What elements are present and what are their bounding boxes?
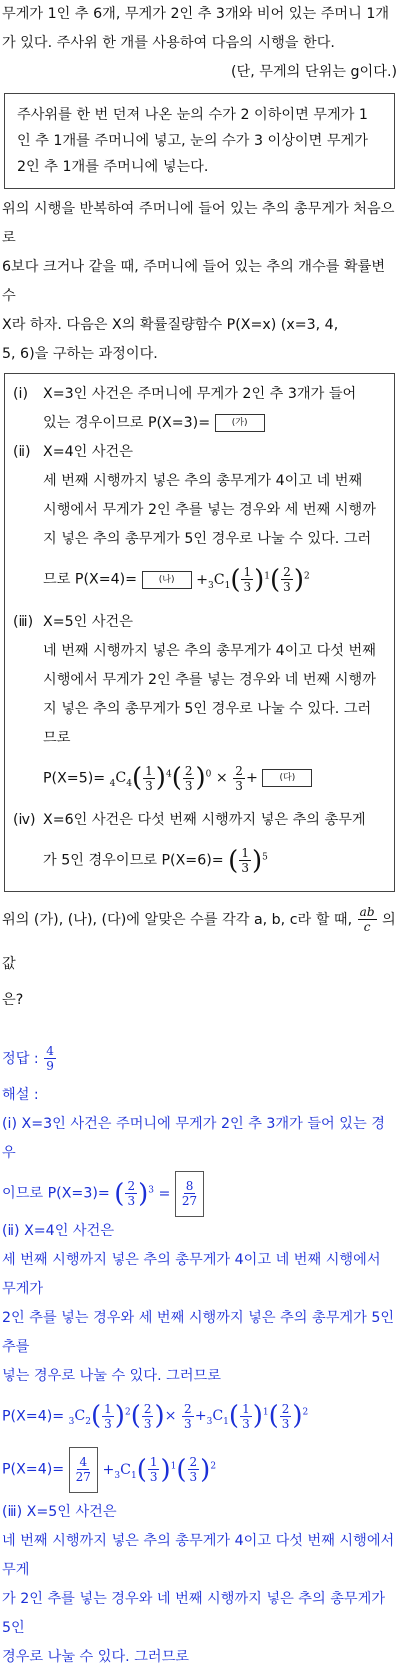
sol-i-answer-box (175, 1171, 204, 1217)
sol-ii-line-1: (ⅱ) X=4인 사건은 (2, 1222, 115, 1239)
sol-iii-line-3: 가 2인 추를 넣는 경우와 네 번째 시행까지 넣은 추의 총무게가 5인 (2, 1590, 386, 1636)
case-ii-line-2: 세 번째 시행까지 넣은 추의 총무게가 4이고 네 번째 (43, 473, 363, 489)
sol-i-formula: ( $\frac{2}{3}$ )$^3$ = (114, 1178, 175, 1209)
sol-ii-eq-1-text: P(X=4)= (2, 1408, 65, 1425)
case-iv-label: (ⅳ) (13, 812, 36, 829)
case-ii-line-3: 시행에서 무게가 2인 추를 넣는 경우와 세 번째 시행까 (43, 502, 376, 518)
question-line-2: 은? (2, 991, 24, 1008)
question-line-1 (2, 898, 397, 986)
blank-na: (나) (142, 571, 192, 589)
case-i-label: (ⅰ) (13, 386, 29, 402)
case-iii-formula: $_4C_4$( $\frac{1}{3}$ )$^4$( $\frac{2}{3}$ )$^0$ × $\frac{2}{3}$ + (109, 763, 258, 794)
sol-ii-eq-1-formula: $_3C_2$( $\frac{1}{3}$ )$^2$( $\frac{2}{3}$ )× $\frac{2}{3}$ $+_3C_1$( $\frac{1}{3}$ )$^1$( $\frac{2}{3}$ )$^2$ (68, 1401, 309, 1432)
answer-den: 9 (46, 1059, 54, 1074)
case-ii-equation (43, 554, 386, 608)
problem-line-3: X라 하자. 다음은 X의 확률질량함수 P(X=x) (x=3, 4, (2, 317, 339, 333)
sol-ii-eq-1 (2, 1391, 397, 1445)
answer-fraction (44, 1044, 56, 1073)
sol-iii-line-1: (ⅲ) X=5인 사건은 (2, 1503, 117, 1520)
case-iii-line-4: 지 넣은 추의 총무게가 5인 경우로 나눌 수 있다. 그러 (43, 700, 372, 717)
trial-box (4, 93, 395, 189)
blank-ga: (가) (215, 414, 265, 432)
case-iv-line-2: 가 5인 경우이므로 P(X=6)= (43, 852, 224, 869)
case-ii-line-1: X=4인 사건은 (43, 444, 133, 460)
sol-i-line-1: (ⅰ) X=3인 사건은 주머니에 무게가 2인 추 3개가 들어 있는 경우 (2, 1115, 385, 1161)
case-iv-equation (43, 835, 386, 883)
sol-ii-ans-den: 27 (75, 1470, 91, 1485)
case-iii-equation (43, 753, 386, 807)
case-iii-line-3: 시행에서 무게가 2인 추를 넣는 경우와 네 번째 시행까 (43, 671, 376, 688)
intro-line-2: 가 있다. 주사위 한 개를 사용하여 다음의 시행을 한다. (2, 35, 335, 51)
problem-line-2: 6보다 크거나 같을 때, 주머니에 들어 있는 추의 개수를 확률변수 (2, 259, 386, 304)
answer-line (2, 1037, 397, 1081)
case-ii (13, 438, 386, 467)
problem-line-4: 5, 6)을 구하는 과정이다. (2, 346, 158, 362)
case-ii-label: (ⅱ) (13, 444, 31, 460)
case-iv-line-1: X=6인 사건은 다섯 번째 시행까지 넣은 추의 총무게 (43, 812, 366, 829)
sol-ii-eq-2-text: P(X=4)= (2, 1461, 65, 1478)
case-iii-eq-text: P(X=5)= (43, 770, 106, 787)
case-iv (13, 806, 386, 835)
case-ii-line-5: 므로 P(X=4)= (43, 571, 138, 588)
sol-ii-line-2: 세 번째 시행까지 넣은 추의 총무게가 4이고 네 번째 시행에서 무게가 (2, 1251, 381, 1297)
unit-note: (단, 무게의 단위는 g이다.) (231, 64, 397, 80)
case-ii-line-4: 지 넣은 추의 총무게가 5인 경우로 나눌 수 있다. 그러 (43, 531, 372, 547)
case-i-line-1: X=3인 사건은 주머니에 무게가 2인 추 3개가 들어 (43, 386, 357, 402)
case-i (13, 380, 386, 438)
sol-iii-line-2: 네 번째 시행까지 넣은 추의 총무게가 4이고 다섯 번째 시행에서 무게 (2, 1532, 395, 1578)
trial-line-3: 2인 추 1개를 주머니에 넣는다. (17, 159, 209, 175)
sol-i-line-2 (2, 1168, 397, 1217)
answer-label: 정답 : (2, 1050, 39, 1067)
blank-da: (다) (262, 769, 312, 787)
sol-i-ans-den: 27 (181, 1194, 198, 1209)
case-i-line-2 (43, 409, 386, 438)
trial-line-1: 주사위를 한 번 던져 나온 눈의 수가 2 이하이면 무게가 1 (17, 107, 368, 123)
solution-label: 해설 : (2, 1086, 39, 1103)
case-ii-formula: $+_3C_1$( $\frac{1}{3}$ )$^1$( $\frac{2}{3}$ )$^2$ (196, 564, 310, 595)
sol-ii-eq-2 (2, 1444, 397, 1498)
case-iii-line-1: X=5인 사건은 (43, 613, 133, 630)
sol-ii-line-4: 넣는 경우로 나눌 수 있다. 그러므로 (2, 1367, 221, 1384)
intro-line-1: 무게가 1인 추 6개, 무게가 2인 추 3개와 비어 있는 주머니 1개 (2, 6, 390, 22)
trial-line-2: 인 추 1개를 주머니에 넣고, 눈의 수가 3 이상이면 무게가 (17, 133, 368, 149)
case-iii (13, 608, 386, 637)
sol-i-ans-num: 8 (185, 1179, 194, 1194)
answer-num: 4 (46, 1044, 54, 1059)
question-tail: 의 값 (2, 911, 396, 972)
sol-i-text: 이므로 P(X=3)= (2, 1185, 110, 1202)
process-box (4, 373, 395, 892)
sol-ii-line-3: 2인 추를 넣는 경우와 세 번째 시행까지 넣은 추의 총무게가 5인 추를 (2, 1309, 395, 1355)
case-iv-formula: ( $\frac{1}{3}$ )$^5$ (228, 845, 268, 876)
case-i-line-2-text: 있는 경우이므로 P(X=3)= (43, 415, 211, 431)
case-iii-line-2: 네 번째 시행까지 넣은 추의 총무게가 4이고 다섯 번째 (43, 642, 376, 659)
ab-over-c: $\frac{ab}{c}$ (359, 905, 375, 935)
case-iii-line-5: 므로 (43, 729, 71, 746)
sol-ii-eq-2-formula: $+_3C_1$( $\frac{1}{3}$ )$^1$( $\frac{2}{3}$ )$^2$ (102, 1454, 217, 1485)
answer-section (2, 1037, 397, 1672)
case-iii-label: (ⅲ) (13, 613, 34, 630)
problem-line-1: 위의 시행을 반복하여 주머니에 들어 있는 추의 총무게가 처음으로 (2, 201, 395, 246)
sol-iii-line-4: 경우로 나눌 수 있다. 그러므로 (2, 1648, 190, 1665)
question-text: 위의 (가), (나), (다)에 알맞은 수를 각각 a, b, c라 할 때, (2, 911, 353, 928)
sol-ii-answer-box (69, 1447, 98, 1493)
sol-ii-ans-num: 4 (79, 1455, 88, 1470)
